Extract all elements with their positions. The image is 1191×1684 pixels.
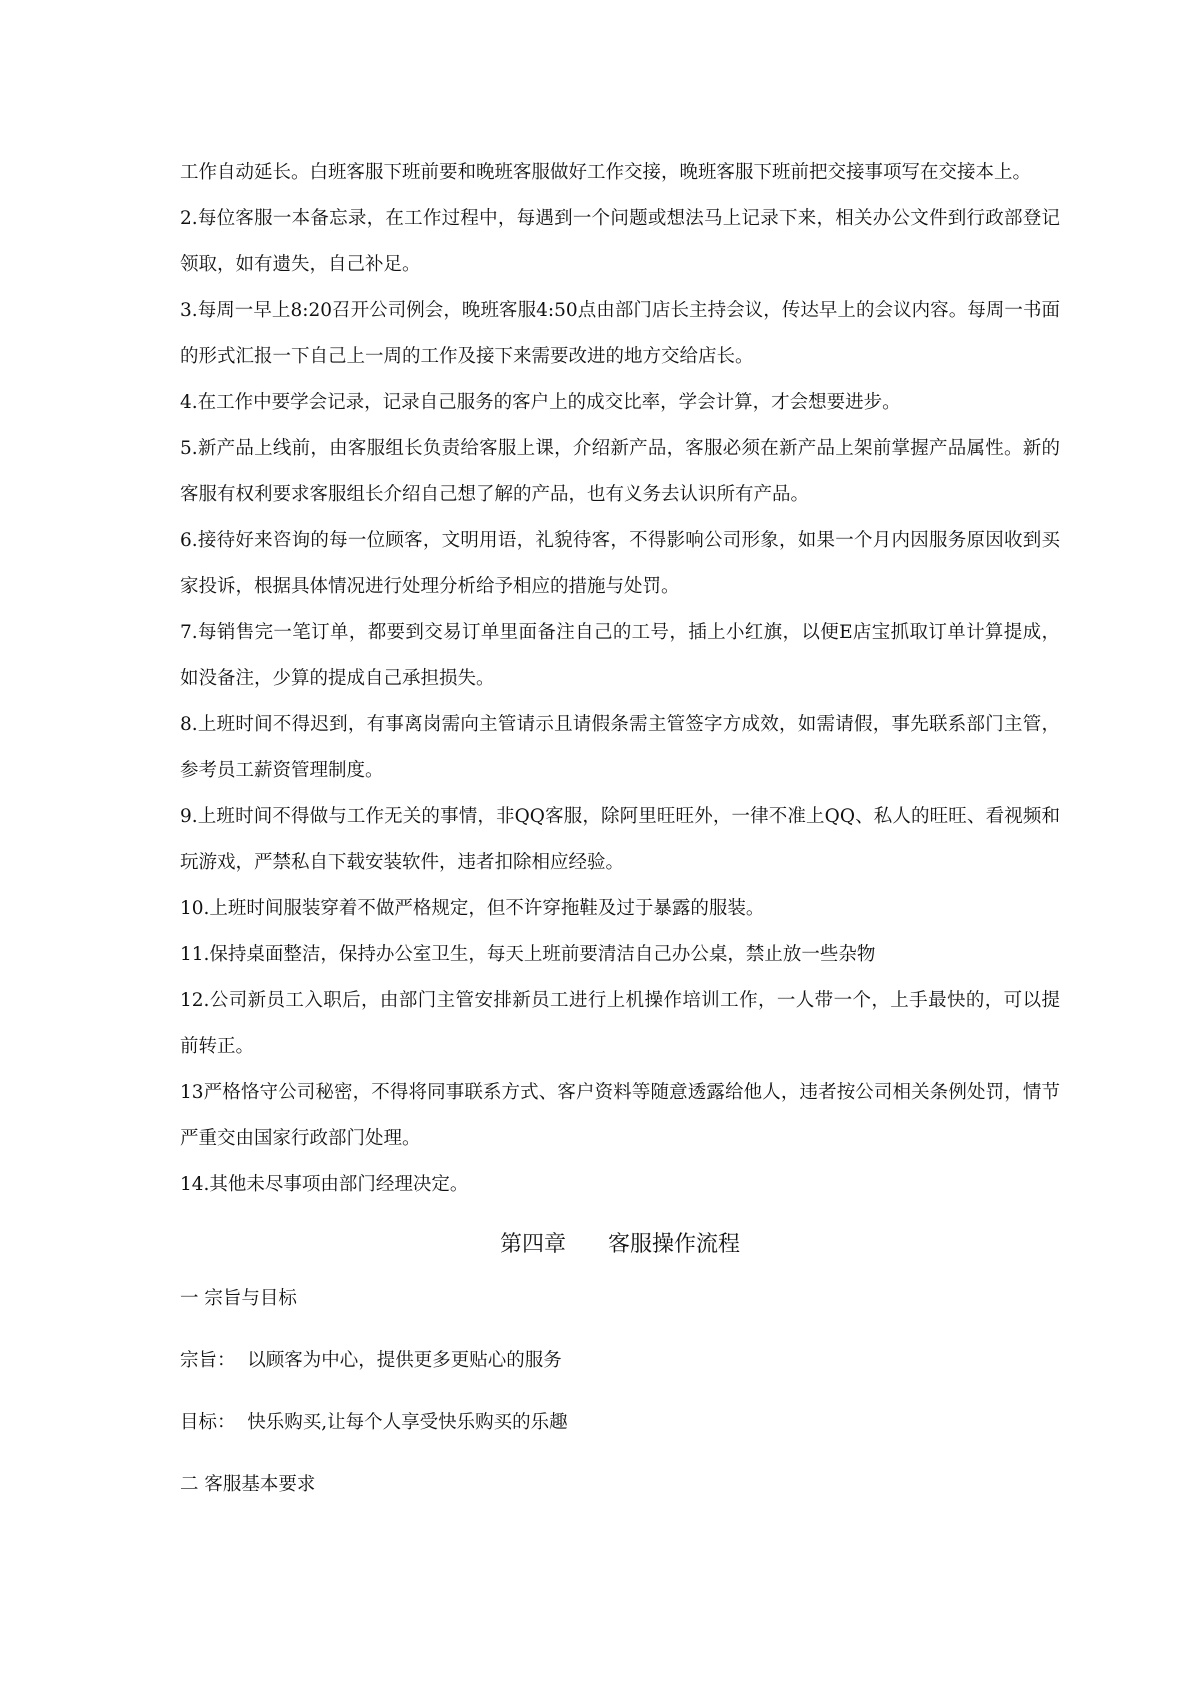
rule-item-2: 2.每位客服一本备忘录，在工作过程中，每遇到一个问题或想法马上记录下来，相关办公文件到行政部登记领取，如有遗失，自己补足。 [180,208,1060,275]
goal-line: 目标： 快乐购买,让每个人享受快乐购买的乐趣 [180,1412,568,1433]
rule-item-9: 9.上班时间不得做与工作无关的事情，非QQ客服，除阿里旺旺外，一律不准上QQ、私人的旺旺、看视频和玩游戏，严禁私自下载安装软件，违者扣除相应经验。 [180,806,1060,873]
paragraph-continuation: 工作自动延长。白班客服下班前要和晚班客服做好工作交接，晚班客服下班前把交接事项写在交接本上。 [180,162,1032,183]
rule-item-13: 13严格恪守公司秘密，不得将同事联系方式、客户资料等随意透露给他人，违者按公司相关条例处罚，情节严重交由国家行政部门处理。 [180,1082,1060,1149]
rule-item-11: 11.保持桌面整洁，保持办公室卫生，每天上班前要清洁自己办公桌，禁止放一些杂物 [180,944,876,965]
rule-item-10: 10.上班时间服装穿着不做严格规定，但不许穿拖鞋及过于暴露的服装。 [180,898,765,919]
document-page [180,150,1060,1524]
rule-item-3: 3.每周一早上8:20召开公司例会，晚班客服4:50点由部门店长主持会议，传达早上的会议内容。每周一书面的形式汇报一下自己上一周的工作及接下来需要改进的地方交给店长。 [180,300,1060,367]
rule-item-4: 4.在工作中要学会记录，记录自己服务的客户上的成交比率，学会计算，才会想要进步。 [180,392,901,413]
chapter-title: 第四章 客服操作流程 [500,1232,740,1257]
rule-item-14: 14.其他未尽事项由部门经理决定。 [180,1174,469,1195]
rule-item-8: 8.上班时间不得迟到，有事离岗需向主管请示且请假条需主管签字方成效，如需请假，事先联系部门主管，参考员工薪资管理制度。 [180,714,1060,781]
rule-item-5: 5.新产品上线前，由客服组长负责给客服上课，介绍新产品，客服必须在新产品上架前掌握产品属性。新的客服有权利要求客服组长介绍自己想了解的产品，也有义务去认识所有产品。 [180,438,1060,505]
rule-item-6: 6.接待好来咨询的每一位顾客，文明用语，礼貌待客，不得影响公司形象，如果一个月内因服务原因收到买家投诉，根据具体情况进行处理分析给予相应的措施与处罚。 [180,530,1060,597]
rule-item-12: 12.公司新员工入职后，由部门主管安排新员工进行上机操作培训工作，一人带一个，上手最快的，可以提前转正。 [180,990,1060,1057]
section-heading-purpose-goal: 一 宗旨与目标 [180,1288,297,1309]
rule-item-7: 7.每销售完一笔订单，都要到交易订单里面备注自己的工号，插上小红旗，以便E店宝抓取订单计算提成，如没备注，少算的提成自己承担损失。 [180,622,1060,689]
section-heading-basic-requirements: 二 客服基本要求 [180,1474,316,1495]
purpose-line: 宗旨： 以顾客为中心，提供更多更贴心的服务 [180,1350,562,1371]
